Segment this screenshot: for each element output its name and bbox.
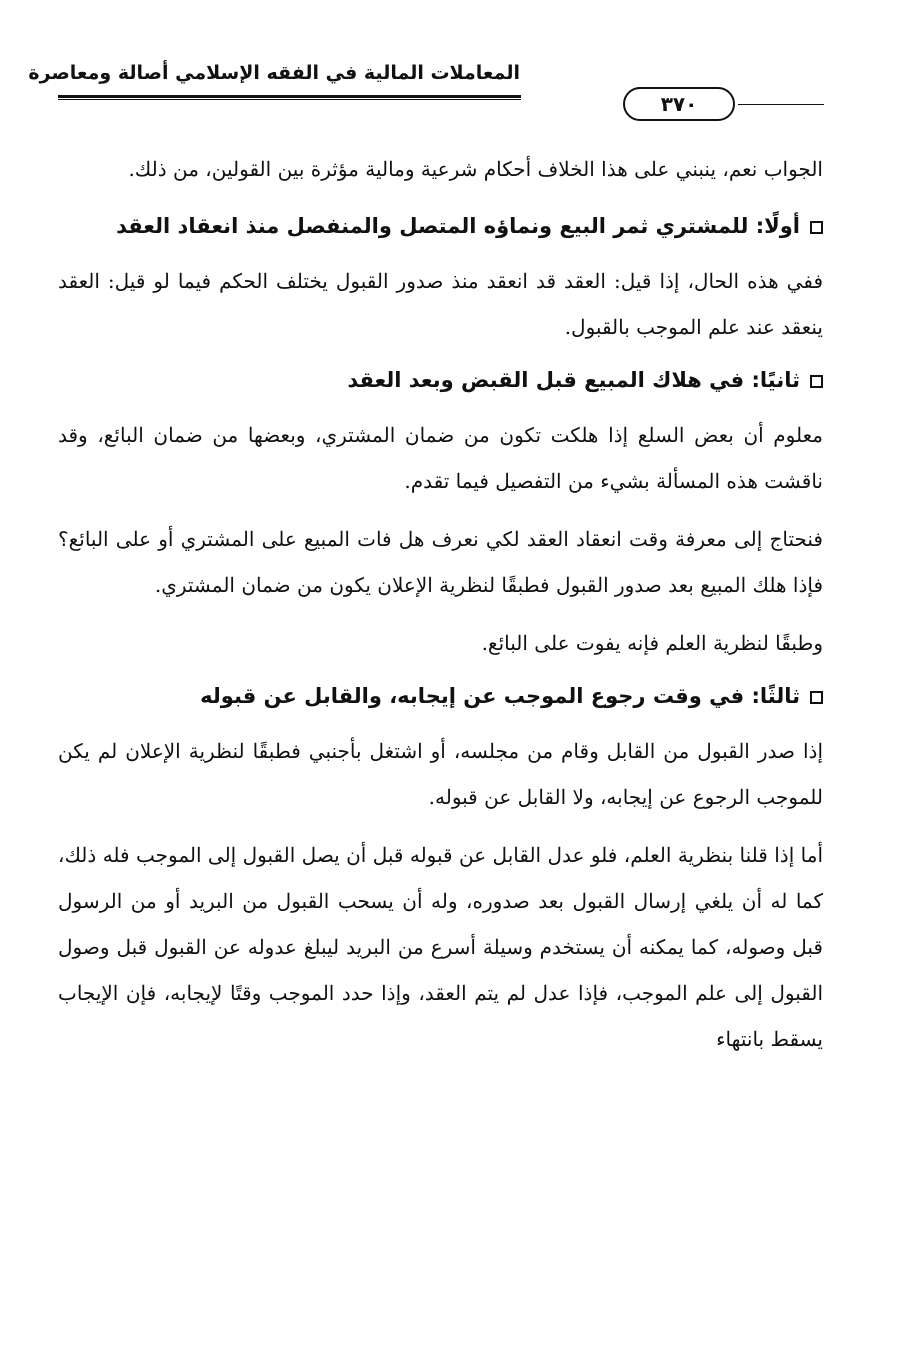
paragraph: إذا صدر القبول من القابل وقام من مجلسه، أو اشتغل بأجنبي فطبقًا لنظرية الإعلان لم يكن للموجب الرجوع عن إيجابه، ولا القابل عن قبوله. — [58, 739, 823, 809]
section-heading-1-text: أولًا: للمشتري ثمر البيع ونماؤه المتصل والمنفصل منذ انعقاد العقد — [116, 214, 800, 238]
paragraph: أما إذا قلنا بنظرية العلم، فلو عدل القابل عن قبوله قبل أن يصل القبول إلى الموجب فله ذلك، كما له أن يلغي إرسال القبول بعد صدوره، وله أن يسحب القبول من البريد أو من الرسول قبل وصوله، كما يمكنه أن يستخدم وسيلة أسرع من البريد ليبلغ عدوله عن القبول قبل وصول القبول إلى علم الموجب، فإذا عدل لم يتم العقد، وإذا حدد الموجب وقتًا لإيجابه، فإن الإيجاب يسقط بانتهاء — [58, 843, 824, 1051]
running-header-title: المعاملات المالية في الفقه الإسلامي أصالة ومعاصرة — [28, 62, 520, 84]
section-heading-3-text: ثالثًا: في وقت رجوع الموجب عن إيجابه، والقابل عن قبوله — [200, 684, 800, 708]
section-heading-2-text: ثانيًا: في هلاك المبيع قبل القبض وبعد العقد — [347, 368, 800, 392]
section-heading-3 — [58, 678, 823, 714]
paragraph: ففي هذه الحال، إذا قيل: العقد قد انعقد منذ صدور القبول يختلف الحكم فيما لو قيل: العقد ينعقد عند علم الموجب بالقبول. — [58, 269, 823, 339]
paragraph: معلوم أن بعض السلع إذا هلكت تكون من ضمان المشتري، وبعضها من ضمان البائع، وقد ناقشت هذه المسألة بشيء من التفصيل فيما تقدم. — [58, 423, 823, 493]
checkbox-bullet-icon — [810, 221, 823, 234]
paragraph: وطبقًا لنظرية العلم فإنه يفوت على البائع. — [481, 631, 823, 655]
header-rule-thick — [58, 95, 521, 98]
header-rule-right — [738, 104, 824, 105]
intro-paragraph: الجواب نعم، ينبني على هذا الخلاف أحكام شرعية ومالية مؤثرة بين القولين، من ذلك. — [128, 157, 823, 181]
checkbox-bullet-icon — [810, 375, 823, 388]
checkbox-bullet-icon — [810, 691, 823, 704]
header-rule-thin — [58, 99, 521, 100]
section-heading-1 — [58, 208, 823, 244]
page-content — [58, 146, 823, 1074]
section-heading-2 — [58, 362, 823, 398]
paragraph: فنحتاج إلى معرفة وقت انعقاد العقد لكي نعرف هل فات المبيع على المشتري أو على البائع؟ فإذا هلك المبيع بعد صدور القبول فطبقًا لنظرية الإعلان يكون من ضمان المشتري. — [58, 527, 823, 597]
page-number: ٣٧٠ — [623, 87, 735, 121]
